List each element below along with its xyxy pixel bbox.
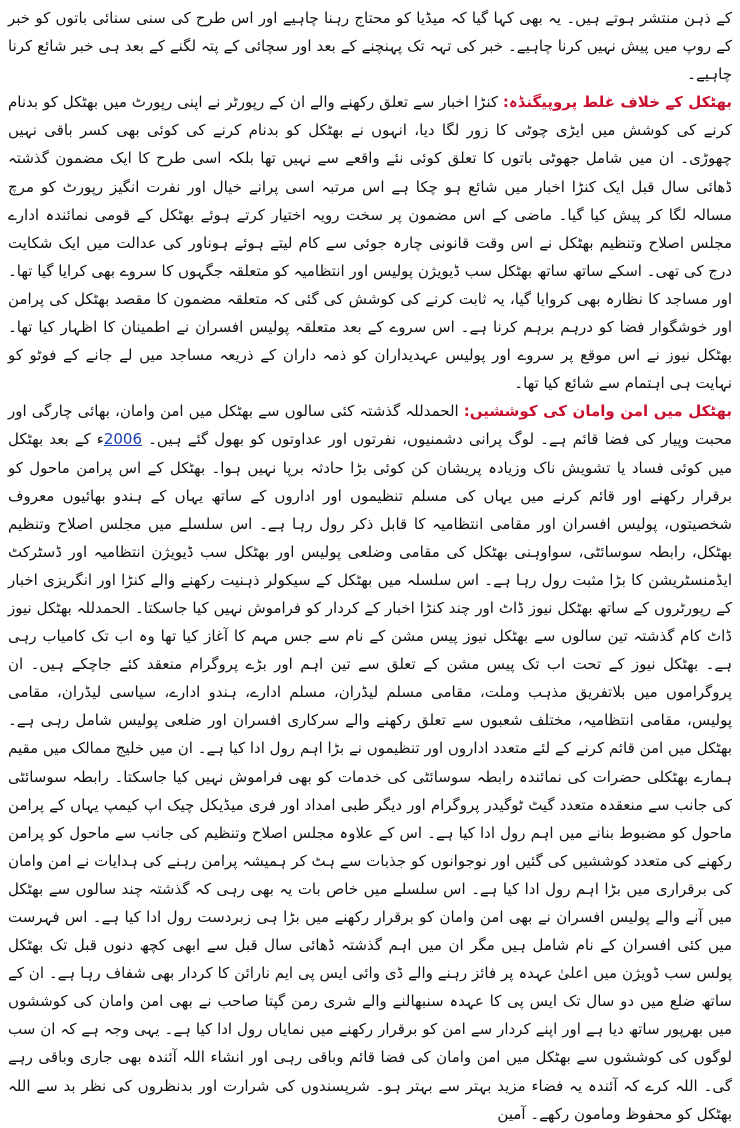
peace-efforts-paragraph — [8, 397, 732, 1127]
intro-paragraph — [8, 4, 732, 88]
peace-efforts-text-rest: ء کے بعد بھٹکل میں کوئی فساد یا تشویش ناک وزیادہ پریشان کن کوئی بڑا حادثہ برپا نہیں ہوا۔ بھٹکل کے اس پرامن ماحول کو برقرار رکھنے اور قائم کرنے میں یہاں کی مسلم تنظیموں اور اداروں کے ساتھ یہاں کے ہندو بھائیوں معروف شخصیتوں، پولیس افسران اور مقامی انتظامیہ کا قابل ذکر رول رہا ہے۔ اس سلسلے میں مجلس اصلاح وتنظیم بھٹکل، رابطہ سوسائٹی، سواوہنی بھٹکل کی مقامی وضلعی پولیس اور بھٹکل سب ڈیویژن انتظامیہ اور ڈسٹرکٹ ایڈمنسٹریشن کا بڑا مثبت رول رہا ہے۔ اس سلسلہ میں بھٹکل کے سیکولر ذہنیت رکھنے والے کنڑا اور انگریزی اخبار کے رپورٹروں کے ساتھ بھٹکل نیوز ڈاٹ اور چند کنڑا اخبار کے کردار کو فراموش نہیں کیا جاسکتا۔ الحمدللہ بھٹکل نیوز ڈاٹ کام گذشتہ تین سالوں سے بھٹکل نیوز پیس مشن کے نام سے جس مہم کا آغاز کیا تھا وہ اب تک کامیاب رہی ہے۔ بھٹکل نیوز کے تحت اب تک پیس مشن کے تعلق سے تین اہم اور بڑے پروگرام منعقد کئے جاچکے ہیں۔ ان پروگراموں میں بلاتفریق مذہب وملت، مقامی مسلم لیڈران، مسلم ادارے، ہندو ادارے، سیاسی لیڈران، مقامی پولیس، مقامی انتظامیہ، مختلف شعبوں سے تعلق رکھنے والے سرکاری افسران اور ضلعی پولیس شامل رہی ہے۔ بھٹکل میں امن قائم کرنے کے لئے متعدد اداروں اور تنظیموں نے بڑا اہم رول ادا کیا ہے۔ ان میں خلیج ممالک میں مقیم ہمارے بھٹکلی حضرات کی نمائندہ رابطہ سوسائٹی کی خدمات کو بھی فراموش نہیں کیا جاسکتا۔ رابطہ سوسائٹی کی جانب سے منعقدہ متعدد گیٹ ٹوگیدر پروگرام اور دیگر طبی امداد اور فری میڈیکل چیک اپ کیمپ یہاں کے پرامن ماحول کو مضبوط بنانے میں اہم رول ادا کیا ہے۔ اس کے علاوہ مجلس اصلاح وتنظیم کی جانب سے ماحول کو پرامن رکھنے کی متعدد کوششیں کی گئیں اور نوجوانوں کو جذبات سے ہٹ کر ہمیشہ پرامن رہنے کی ہدایات نے امن وامان کی برقراری میں بڑا اہم رول ادا کیا ہے۔ اس سلسلے میں خاص بات یہ بھی رہی کہ گذشتہ چند سالوں سے بھٹکل میں آنے والے پولیس افسران نے بھی امن وامان کو برقرار رکھنے میں بڑا ہی زبردست رول ادا کیا ہے۔ اس فہرست میں کئی افسران کے نام شامل ہیں مگر ان میں اہم گذشتہ ڈھائی سال قبل سے ابھی کچھ دنوں قبل تک بھٹکل پولس سب ڈویژن میں اعلیٰ عہدہ پر فائز رہنے والے ڈی وائی ایس پی ایم نارائن کا کردار بھی شفاف رہا ہے۔ ان کے ساتھ ضلع میں دو سال تک ایس پی کا عہدہ سنبھالنے والے شری رمن گپتا صاحب نے بھی امن وامان کی کوششوں میں بھرپور ساتھ دیا ہے اور اپنے کردار سے امن کو برقرار رکھنے میں نمایاں رول ادا کیا ہے۔ یہی وجہ ہے کہ ان سب لوگوں کی کوششوں سے بھٹکل میں امن وامان کی فضا قائم وباقی رہی اور انشاء اللہ آئندہ بھی جاری وباقی رہے گی۔ اللہ کرے کہ آئندہ یہ فضاء مزید بہتر سے بہتر ہو۔ شرپسندوں کی شرارت اور بدنظروں کی نظر بد سے اللہ بھٹکل کو محفوظ ومامون رکھے۔ آمین — [8, 430, 732, 1123]
propaganda-text: کنڑا اخبار سے تعلق رکھنے والے ان کے رپورٹر نے اپنی رپورٹ میں بھٹکل کو بدنام کرنے کی کوشش میں ایڑی چوٹی کا زور لگا دیا، انہوں نے بھٹکل کو بدنام کرنے کی کوئی بھی کسر باقی نہیں چھوڑی۔ ان میں شامل جھوٹی باتوں کا تعلق کوئی نئے واقعے سے نہیں تھا بلکہ اسی طرح کا ایک مضمون گذشتہ ڈھائی سال قبل ایک کنڑا اخبار میں شائع ہو چکا ہے اس مرتبہ اسی پرانے خیال اور نفرت انگیز رپورٹ کو مرچ مسالہ لگا کر پیش کیا گیا۔ ماضی کے اس مضمون پر سخت رویہ اختیار کرتے ہوئے بھٹکل کے قومی نمائندہ ادارے مجلس اصلاح وتنظیم بھٹکل نے اس وقت قانونی چارہ جوئی سے کام لیتے ہوئے ہوناور کی عدالت میں ایک شکایت درج کی تھی۔ اسکے ساتھ ساتھ بھٹکل سب ڈیویژن پولیس اور انتظامیہ کو متعلقہ جگہوں کا سروے بھی کرایا گیا تھا۔ اور مساجد کا نظارہ بھی کروایا گیا، یہ ثابت کرنے کی کوشش کی گئی کہ متعلقہ مضمون کا مقصد بھٹکل کی پرامن اور خوشگوار فضا کو درہم برہم کرنا ہے۔ اس سروے کے بعد متعلقہ پولیس افسران نے اطمینان کا اظہار کیا تھا۔ بھٹکل نیوز نے اس موقع پر سروے اور پولیس عہدیداران کو ذمہ داران کے ذریعہ مساجد میں لے جانے کے فوٹو کو نہایت ہی اہتمام سے شائع کیا تھا۔ — [8, 93, 732, 393]
year-2006-link[interactable]: 2006 — [103, 430, 143, 449]
peace-efforts-heading: بھٹکل میں امن وامان کی کوششیں: — [463, 402, 732, 421]
intro-text: کے ذہن منتشر ہوتے ہیں۔ یہ بھی کہا گیا کہ میڈیا کو محتاج رہنا چاہیے اور اس طرح کی سنی سنائی باتوں کو خبر کے روپ میں پیش نہیں کرنا چاہیے۔ خبر کی تہہ تک پہنچنے کے بعد اور سچائی کے پتہ لگنے کے بعد ہی خبر شائع کرنا چاہیے۔ — [8, 9, 732, 84]
propaganda-paragraph — [8, 88, 732, 397]
propaganda-heading: بھٹکل کے خلاف غلط پروپیگنڈہ: — [502, 93, 732, 112]
peace-efforts-text-start: الحمدللہ گذشتہ کئی سالوں سے بھٹکل میں امن وامان، بھائی چارگی اور محبت وپیار کی فضا قائم ہے۔ لوگ پرانی دشمنیوں، نفرتوں اور عداوتوں کو بھول گئے ہیں۔ — [8, 402, 732, 449]
